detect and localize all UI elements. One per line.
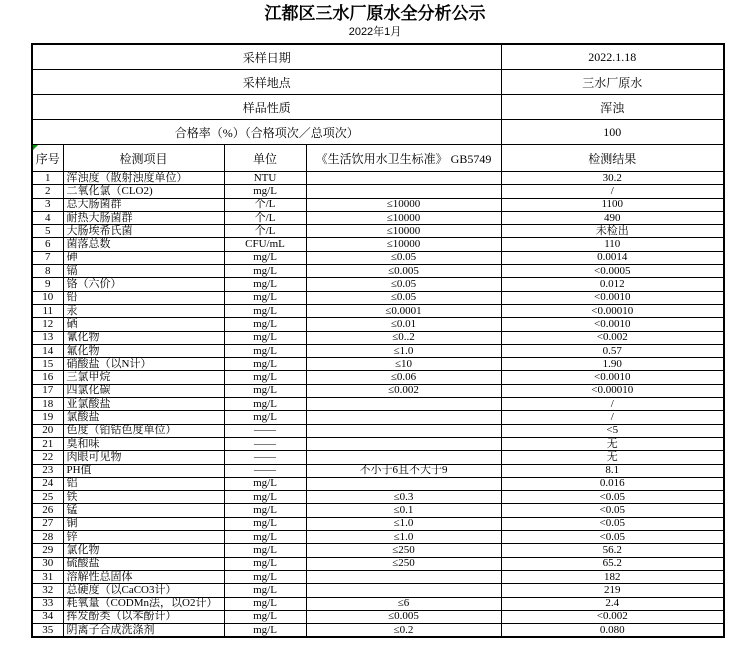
sampling-location-label: 采样地点 <box>32 70 501 95</box>
row-number-cell: 17 <box>32 384 63 397</box>
unit-cell: mg/L <box>224 624 306 638</box>
standard-limit-cell: ≤0..2 <box>306 331 501 344</box>
standard-limit-cell <box>306 451 501 464</box>
sampling-date-label: 采样日期 <box>32 44 501 70</box>
table-row <box>32 584 724 597</box>
result-cell: 110 <box>501 238 724 251</box>
item-name-cell: 二氧化氯（CLO2) <box>63 185 224 198</box>
item-name-cell: 氟化物 <box>63 344 224 357</box>
table-row <box>32 624 724 638</box>
row-number-cell: 6 <box>32 238 63 251</box>
table-row <box>32 424 724 437</box>
item-name-cell: 铅 <box>63 291 224 304</box>
standard-limit-cell: ≤1.0 <box>306 344 501 357</box>
unit-cell: mg/L <box>224 358 306 371</box>
unit-cell: —— <box>224 424 306 437</box>
standard-limit-cell: ≤0.002 <box>306 384 501 397</box>
standard-limit-cell: ≤0.005 <box>306 265 501 278</box>
sampling-date-value: 2022.1.18 <box>501 44 724 70</box>
row-number-cell: 2 <box>32 185 63 198</box>
item-name-cell: 氯酸盐 <box>63 411 224 424</box>
table-row <box>32 610 724 623</box>
column-header-index-label: 序号 <box>35 151 60 166</box>
standard-limit-cell: ≤0.05 <box>306 251 501 264</box>
row-number-cell: 33 <box>32 597 63 610</box>
table-row <box>32 238 724 251</box>
table-row <box>32 437 724 450</box>
table-row <box>32 398 724 411</box>
standard-limit-cell <box>306 424 501 437</box>
unit-cell: CFU/mL <box>224 238 306 251</box>
row-number-cell: 31 <box>32 570 63 583</box>
unit-cell: 个/L <box>224 225 306 238</box>
item-name-cell: 硒 <box>63 318 224 331</box>
unit-cell: mg/L <box>224 584 306 597</box>
table-row <box>32 331 724 344</box>
row-number-cell: 15 <box>32 358 63 371</box>
item-name-cell: 氯化物 <box>63 544 224 557</box>
item-name-cell: 砷 <box>63 251 224 264</box>
row-number-cell: 8 <box>32 265 63 278</box>
result-cell: / <box>501 411 724 424</box>
table-row <box>32 211 724 224</box>
table-row <box>32 265 724 278</box>
result-cell: 30.2 <box>501 172 724 185</box>
result-cell: <0.0005 <box>501 265 724 278</box>
standard-limit-cell <box>306 398 501 411</box>
table-data-section <box>32 172 724 638</box>
result-cell: <0.05 <box>501 517 724 530</box>
item-name-cell: 挥发酚类（以苯酚计） <box>63 610 224 623</box>
unit-cell: mg/L <box>224 504 306 517</box>
item-name-cell: PH值 <box>63 464 224 477</box>
table-row <box>32 185 724 198</box>
table-row <box>32 225 724 238</box>
unit-cell: —— <box>224 451 306 464</box>
result-cell: 0.57 <box>501 344 724 357</box>
table-row <box>32 358 724 371</box>
row-number-cell: 4 <box>32 211 63 224</box>
row-number-cell: 29 <box>32 544 63 557</box>
info-row-pass-rate <box>32 120 724 145</box>
row-number-cell: 32 <box>32 584 63 597</box>
sample-nature-value: 浑浊 <box>501 95 724 120</box>
item-name-cell: 三氯甲烷 <box>63 371 224 384</box>
result-cell: 1.90 <box>501 358 724 371</box>
result-cell: 1100 <box>501 198 724 211</box>
unit-cell: NTU <box>224 172 306 185</box>
row-number-cell: 28 <box>32 531 63 544</box>
pass-rate-label: 合格率（%）（合格项次／总项次） <box>32 120 501 145</box>
result-cell: <0.002 <box>501 610 724 623</box>
row-number-cell: 20 <box>32 424 63 437</box>
table-header-row <box>32 145 724 172</box>
standard-limit-cell: ≤6 <box>306 597 501 610</box>
unit-cell: mg/L <box>224 291 306 304</box>
row-number-cell: 34 <box>32 610 63 623</box>
unit-cell: mg/L <box>224 304 306 317</box>
unit-cell: mg/L <box>224 371 306 384</box>
analysis-table <box>31 43 725 638</box>
result-cell: 无 <box>501 437 724 450</box>
standard-limit-cell <box>306 570 501 583</box>
unit-cell: —— <box>224 437 306 450</box>
result-cell: 8.1 <box>501 464 724 477</box>
unit-cell: mg/L <box>224 384 306 397</box>
item-name-cell: 氰化物 <box>63 331 224 344</box>
row-number-cell: 7 <box>32 251 63 264</box>
table-row <box>32 291 724 304</box>
item-name-cell: 锌 <box>63 531 224 544</box>
table-row <box>32 597 724 610</box>
unit-cell: mg/L <box>224 185 306 198</box>
item-name-cell: 硝酸盐（以N计） <box>63 358 224 371</box>
row-number-cell: 22 <box>32 451 63 464</box>
item-name-cell: 色度（铂钴色度单位） <box>63 424 224 437</box>
item-name-cell: 溶解性总固体 <box>63 570 224 583</box>
result-cell: 65.2 <box>501 557 724 570</box>
result-cell: 219 <box>501 584 724 597</box>
standard-limit-cell <box>306 172 501 185</box>
result-cell: 182 <box>501 570 724 583</box>
result-cell: <0.0010 <box>501 291 724 304</box>
result-cell: 0.080 <box>501 624 724 638</box>
item-name-cell: 铬（六价） <box>63 278 224 291</box>
item-name-cell: 铝 <box>63 477 224 490</box>
item-name-cell: 臭和味 <box>63 437 224 450</box>
standard-limit-cell: ≤10 <box>306 358 501 371</box>
info-row-sampling-location <box>32 70 724 95</box>
standard-limit-cell: ≤0.05 <box>306 278 501 291</box>
row-number-cell: 13 <box>32 331 63 344</box>
row-number-cell: 21 <box>32 437 63 450</box>
table-row <box>32 517 724 530</box>
table-row <box>32 557 724 570</box>
result-cell: 未检出 <box>501 225 724 238</box>
table-row <box>32 278 724 291</box>
row-number-cell: 35 <box>32 624 63 638</box>
table-row <box>32 504 724 517</box>
row-number-cell: 23 <box>32 464 63 477</box>
row-number-cell: 11 <box>32 304 63 317</box>
table-row <box>32 304 724 317</box>
standard-limit-cell <box>306 411 501 424</box>
row-number-cell: 27 <box>32 517 63 530</box>
item-name-cell: 阴离子合成洗涤剂 <box>63 624 224 638</box>
item-name-cell: 总硬度（以CaCO3计） <box>63 584 224 597</box>
row-number-cell: 10 <box>32 291 63 304</box>
result-cell: <0.05 <box>501 531 724 544</box>
row-number-cell: 9 <box>32 278 63 291</box>
item-name-cell: 浑浊度（散射浊度单位） <box>63 172 224 185</box>
unit-cell: mg/L <box>224 398 306 411</box>
result-cell: / <box>501 398 724 411</box>
row-number-cell: 12 <box>32 318 63 331</box>
result-cell: 0.016 <box>501 477 724 490</box>
unit-cell: mg/L <box>224 411 306 424</box>
cell-corner-marker-icon <box>33 145 38 150</box>
unit-cell: mg/L <box>224 265 306 278</box>
unit-cell: mg/L <box>224 251 306 264</box>
column-header-unit: 单位 <box>224 145 306 172</box>
standard-limit-cell <box>306 185 501 198</box>
item-name-cell: 镉 <box>63 265 224 278</box>
standard-limit-cell: ≤0.05 <box>306 291 501 304</box>
result-cell: <0.002 <box>501 331 724 344</box>
item-name-cell: 硫酸盐 <box>63 557 224 570</box>
item-name-cell: 锰 <box>63 504 224 517</box>
info-row-sample-nature <box>32 95 724 120</box>
info-section <box>32 44 724 145</box>
row-number-cell: 5 <box>32 225 63 238</box>
standard-limit-cell: ≤0.1 <box>306 504 501 517</box>
result-cell: 无 <box>501 451 724 464</box>
item-name-cell: 大肠埃希氏菌 <box>63 225 224 238</box>
item-name-cell: 总大肠菌群 <box>63 198 224 211</box>
column-header-item: 检测项目 <box>63 145 224 172</box>
table-row <box>32 371 724 384</box>
table-row <box>32 344 724 357</box>
standard-limit-cell: ≤250 <box>306 557 501 570</box>
unit-cell: 个/L <box>224 211 306 224</box>
standard-limit-cell <box>306 477 501 490</box>
row-number-cell: 1 <box>32 172 63 185</box>
standard-limit-cell <box>306 584 501 597</box>
row-number-cell: 30 <box>32 557 63 570</box>
pass-rate-value: 100 <box>501 120 724 145</box>
standard-limit-cell: ≤10000 <box>306 198 501 211</box>
result-cell: 0.012 <box>501 278 724 291</box>
column-header-index <box>32 145 63 172</box>
standard-limit-cell: ≤0.06 <box>306 371 501 384</box>
item-name-cell: 铁 <box>63 491 224 504</box>
row-number-cell: 3 <box>32 198 63 211</box>
unit-cell: mg/L <box>224 531 306 544</box>
table-row <box>32 251 724 264</box>
row-number-cell: 16 <box>32 371 63 384</box>
row-number-cell: 24 <box>32 477 63 490</box>
standard-limit-cell: ≤10000 <box>306 211 501 224</box>
row-number-cell: 14 <box>32 344 63 357</box>
unit-cell: mg/L <box>224 318 306 331</box>
sampling-location-value: 三水厂原水 <box>501 70 724 95</box>
unit-cell: mg/L <box>224 331 306 344</box>
column-header-standard: 《生活饮用水卫生标准》 GB5749 <box>306 145 501 172</box>
info-row-sampling-date <box>32 44 724 70</box>
row-number-cell: 19 <box>32 411 63 424</box>
standard-limit-cell: ≤0.005 <box>306 610 501 623</box>
table-row <box>32 411 724 424</box>
result-cell: <0.00010 <box>501 304 724 317</box>
table-row <box>32 531 724 544</box>
standard-limit-cell: ≤0.01 <box>306 318 501 331</box>
unit-cell: mg/L <box>224 544 306 557</box>
result-cell: 56.2 <box>501 544 724 557</box>
item-name-cell: 耐热大肠菌群 <box>63 211 224 224</box>
report-month: 2022年1月 <box>348 26 402 38</box>
unit-cell: mg/L <box>224 610 306 623</box>
result-cell: <0.00010 <box>501 384 724 397</box>
standard-limit-cell: ≤10000 <box>306 238 501 251</box>
result-cell: <5 <box>501 424 724 437</box>
unit-cell: mg/L <box>224 597 306 610</box>
unit-cell: mg/L <box>224 344 306 357</box>
unit-cell: mg/L <box>224 517 306 530</box>
table-row <box>32 384 724 397</box>
table-row <box>32 570 724 583</box>
item-name-cell: 耗氧量（CODMn法，以O2计） <box>63 597 224 610</box>
result-cell: 0.0014 <box>501 251 724 264</box>
table-row <box>32 477 724 490</box>
table-row <box>32 318 724 331</box>
result-cell: 2.4 <box>501 597 724 610</box>
item-name-cell: 汞 <box>63 304 224 317</box>
table-row <box>32 544 724 557</box>
table-row <box>32 172 724 185</box>
row-number-cell: 26 <box>32 504 63 517</box>
row-number-cell: 25 <box>32 491 63 504</box>
result-cell: <0.05 <box>501 504 724 517</box>
table-row <box>32 198 724 211</box>
table-header-section <box>32 145 724 172</box>
item-name-cell: 铜 <box>63 517 224 530</box>
standard-limit-cell: ≤0.3 <box>306 491 501 504</box>
unit-cell: mg/L <box>224 477 306 490</box>
result-cell: <0.05 <box>501 491 724 504</box>
unit-cell: —— <box>224 464 306 477</box>
unit-cell: 个/L <box>224 198 306 211</box>
standard-limit-cell <box>306 437 501 450</box>
row-number-cell: 18 <box>32 398 63 411</box>
result-cell: <0.0010 <box>501 318 724 331</box>
table-row <box>32 464 724 477</box>
table-row <box>32 491 724 504</box>
standard-limit-cell: 不小于6且不大于9 <box>306 464 501 477</box>
unit-cell: mg/L <box>224 491 306 504</box>
standard-limit-cell: ≤1.0 <box>306 531 501 544</box>
standard-limit-cell: ≤10000 <box>306 225 501 238</box>
result-cell: / <box>501 185 724 198</box>
unit-cell: mg/L <box>224 278 306 291</box>
item-name-cell: 肉眼可见物 <box>63 451 224 464</box>
item-name-cell: 菌落总数 <box>63 238 224 251</box>
result-cell: <0.0010 <box>501 371 724 384</box>
unit-cell: mg/L <box>224 570 306 583</box>
column-header-result: 检测结果 <box>501 145 724 172</box>
standard-limit-cell: ≤250 <box>306 544 501 557</box>
item-name-cell: 四氯化碳 <box>63 384 224 397</box>
table-row <box>32 451 724 464</box>
standard-limit-cell: ≤0.0001 <box>306 304 501 317</box>
sample-nature-label: 样品性质 <box>32 95 501 120</box>
unit-cell: mg/L <box>224 557 306 570</box>
item-name-cell: 亚氯酸盐 <box>63 398 224 411</box>
standard-limit-cell: ≤1.0 <box>306 517 501 530</box>
standard-limit-cell: ≤0.2 <box>306 624 501 638</box>
result-cell: 490 <box>501 211 724 224</box>
page-title: 江都区三水厂原水全分析公示 <box>264 4 486 23</box>
